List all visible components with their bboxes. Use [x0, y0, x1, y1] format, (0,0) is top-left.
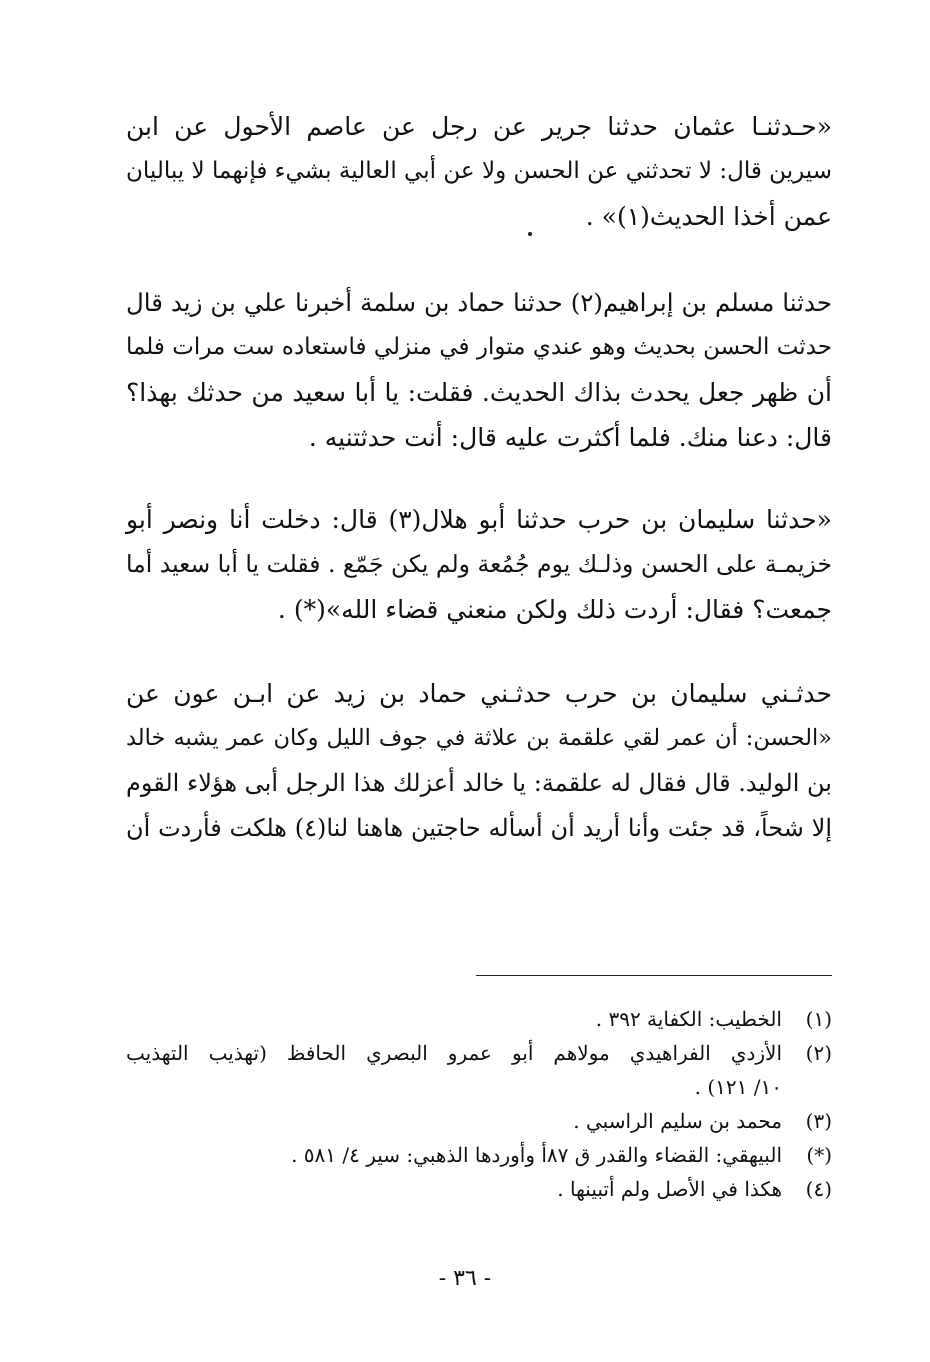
text-line: حدثت الحسن بحديث وهو عندي متوار في منزلي فاستعاده ست مرات فلما [126, 334, 832, 360]
stray-dot [528, 232, 532, 236]
footnote-asterisk [126, 1138, 832, 1172]
page-number: - ٣٦ - [438, 1266, 492, 1291]
text-line: جمعت؟ فقال: أردت ذلك ولكن منعني قضاء الله»(*) . [277, 595, 832, 624]
footnote-line: محمد بن سليم الراسبي . [573, 1109, 782, 1133]
paragraph-2 [126, 280, 832, 460]
text-line: قال: دعنا منك. فلما أكثرت عليه قال: أنت حدثتنيه . [308, 423, 832, 452]
text-line: حدثـني سليمان بن حرب حدثـني حماد بن زيد عن ابـن عون عن [126, 679, 832, 708]
text-line: أن ظهر جعل يحدث بذاك الحديث. فقلت: يا أبا سعيد من حدثك بهذا؟ [126, 378, 832, 407]
footnote-2 [126, 1036, 832, 1104]
text-line: بن الوليد. قال فقال له علقمة: يا خالد أعزلك هذا الرجل أبى هؤلاء القوم [125, 769, 832, 797]
footnote-marker: (٢) [805, 1041, 832, 1065]
footnote-line: هكذا في الأصل ولم أتبينها . [557, 1177, 782, 1201]
footnote-line: ١٠/ ١٢١) . [694, 1075, 782, 1099]
footnote-marker: (*) [806, 1143, 832, 1167]
footnote-1 [126, 1002, 832, 1036]
footnote-text [126, 1036, 782, 1104]
text-line: خزيمـة على الحسن وذلـك يوم جُمُعة ولم يكن جَمّع . فقلت يا أبا سعيد أما [125, 550, 832, 578]
footnote-line: الأزدي الفراهيدي مولاهم أبو عمرو البصري الحافظ (تهذيب التهذيب [126, 1041, 782, 1065]
footnote-text [126, 1172, 782, 1206]
text-line: عمن أخذا الحديث(١)» . [585, 202, 832, 231]
footnote-text [126, 1002, 782, 1036]
footnote-separator [476, 975, 832, 976]
footnote-marker: (٤) [805, 1177, 832, 1201]
footnote-line: الخطيب: الكفاية ٣٩٢ . [595, 1007, 782, 1031]
footnote-marker: (١) [805, 1007, 832, 1031]
paragraph-1 [126, 104, 832, 239]
footnote-text [126, 1138, 782, 1172]
footnote-line: البيهقي: القضاء والقدر ق ٨٧أ وأوردها الذهبي: سير ٤/ ٥٨١ . [291, 1143, 782, 1167]
footnotes [126, 1002, 832, 1206]
paragraph-4 [126, 671, 832, 851]
footnote-4 [126, 1172, 832, 1206]
text-line: «الحسن: أن عمر لقي علقمة بن علاثة في جوف الليل وكان عمر يشبه خالد [126, 725, 832, 751]
footnote-3 [126, 1104, 832, 1138]
text-line: إلا شحاً، قد جئت وأنا أريد أن أسأله حاجتين هاهنا لنا(٤) هلكت فأردت أن [126, 814, 832, 842]
paragraph-3 [126, 497, 832, 632]
text-line: «حـدثنـا عثمان حدثنا جرير عن رجل عن عاصم الأحول عن ابن [126, 112, 832, 141]
footnote-text [126, 1104, 782, 1138]
text-line: «حدثنا سليمان بن حرب حدثنا أبو هلال(٣) قال: دخلت أنا ونصر أبو [126, 505, 832, 534]
footnote-marker: (٣) [805, 1109, 832, 1133]
text-line: حدثنا مسلم بن إبراهيم(٢) حدثنا حماد بن سلمة أخبرنا علي بن زيد قال [126, 288, 832, 317]
text-line: سيرين قال: لا تحدثني عن الحسن ولا عن أبي العالية بشيء فإنهما لا يباليان [126, 158, 832, 184]
